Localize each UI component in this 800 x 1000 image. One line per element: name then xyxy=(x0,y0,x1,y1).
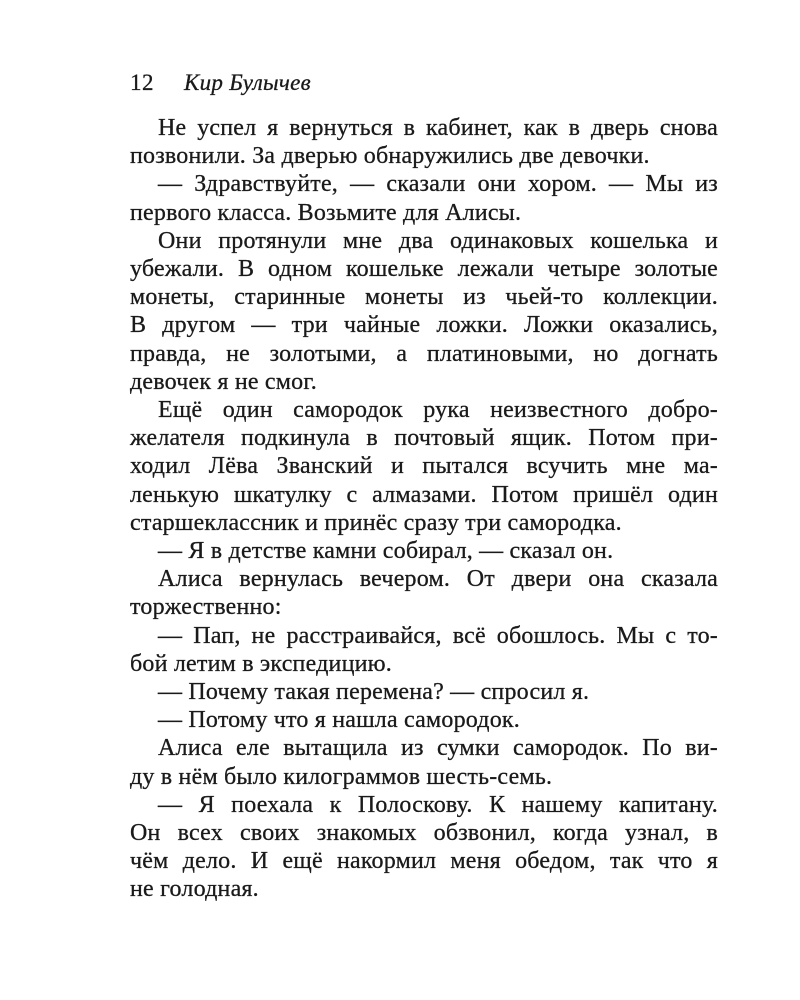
text-line: Они протянули мне два одинаковых кошелька и xyxy=(158,227,718,254)
text-line: Он всех своих знакомых обзвонил, когда узнал, в xyxy=(130,820,718,847)
text-line: — Потому что я нашла самородок. xyxy=(158,707,520,734)
text-line: В другом — три чайные ложки. Ложки оказались, xyxy=(130,312,718,339)
text-line: девочек я не смог. xyxy=(130,368,317,395)
text-line: Не успел я вернуться в кабинет, как в дверь снова xyxy=(158,115,718,141)
text-line: ленькую шкатулку с алмазами. Потом пришёл один xyxy=(130,481,718,508)
running-title: Кир Булычев xyxy=(184,70,311,95)
text-line: торжественно: xyxy=(130,594,282,621)
page-number: 12 xyxy=(130,70,154,95)
text-line: убежали. В одном кошельке лежали четыре золотые xyxy=(130,256,718,283)
text-line: желателя подкинула в почтовый ящик. Потом при- xyxy=(130,425,718,452)
text-line: — Здравствуйте, — сказали они хором. — Мы из xyxy=(158,171,718,198)
text-line: не голодная. xyxy=(130,876,259,903)
text-line: монеты, старинные монеты из чьей-то коллекции. xyxy=(130,284,718,311)
text-line: бой летим в экспедицию. xyxy=(130,650,393,677)
text-line: Алиса еле вытащила из сумки самородок. По ви- xyxy=(158,735,718,762)
page-text xyxy=(130,114,718,904)
text-line: чём дело. И ещё накормил меня обедом, так что я xyxy=(130,848,718,875)
text-line: — Пап, не расстраивайся, всё обошлось. Мы с то- xyxy=(158,622,718,649)
text-line: первого класса. Возьмите для Алисы. xyxy=(130,199,522,226)
text-line: ду в нём было килограммов шесть-семь. xyxy=(130,763,553,790)
text-line: — Я в детстве камни собирал, — сказал он. xyxy=(158,538,614,565)
text-line: позвонили. За дверью обнаружились две девочки. xyxy=(130,143,650,170)
text-line: Ещё один самородок рука неизвестного добро- xyxy=(158,397,718,424)
text-line: старшеклассник и принёс сразу три самородка. xyxy=(130,509,622,536)
page-header xyxy=(130,70,311,96)
text-line: Алиса вернулась вечером. От двери она сказала xyxy=(158,566,718,593)
text-line: ходил Лёва Званский и пытался всучить мне ма- xyxy=(130,453,718,480)
text-line: — Я поехала к Полоскову. К нашему капитану. xyxy=(158,791,718,818)
text-line: правда, не золотыми, а платиновыми, но догнать xyxy=(130,340,718,367)
text-line: — Почему такая перемена? — спросил я. xyxy=(158,679,590,706)
